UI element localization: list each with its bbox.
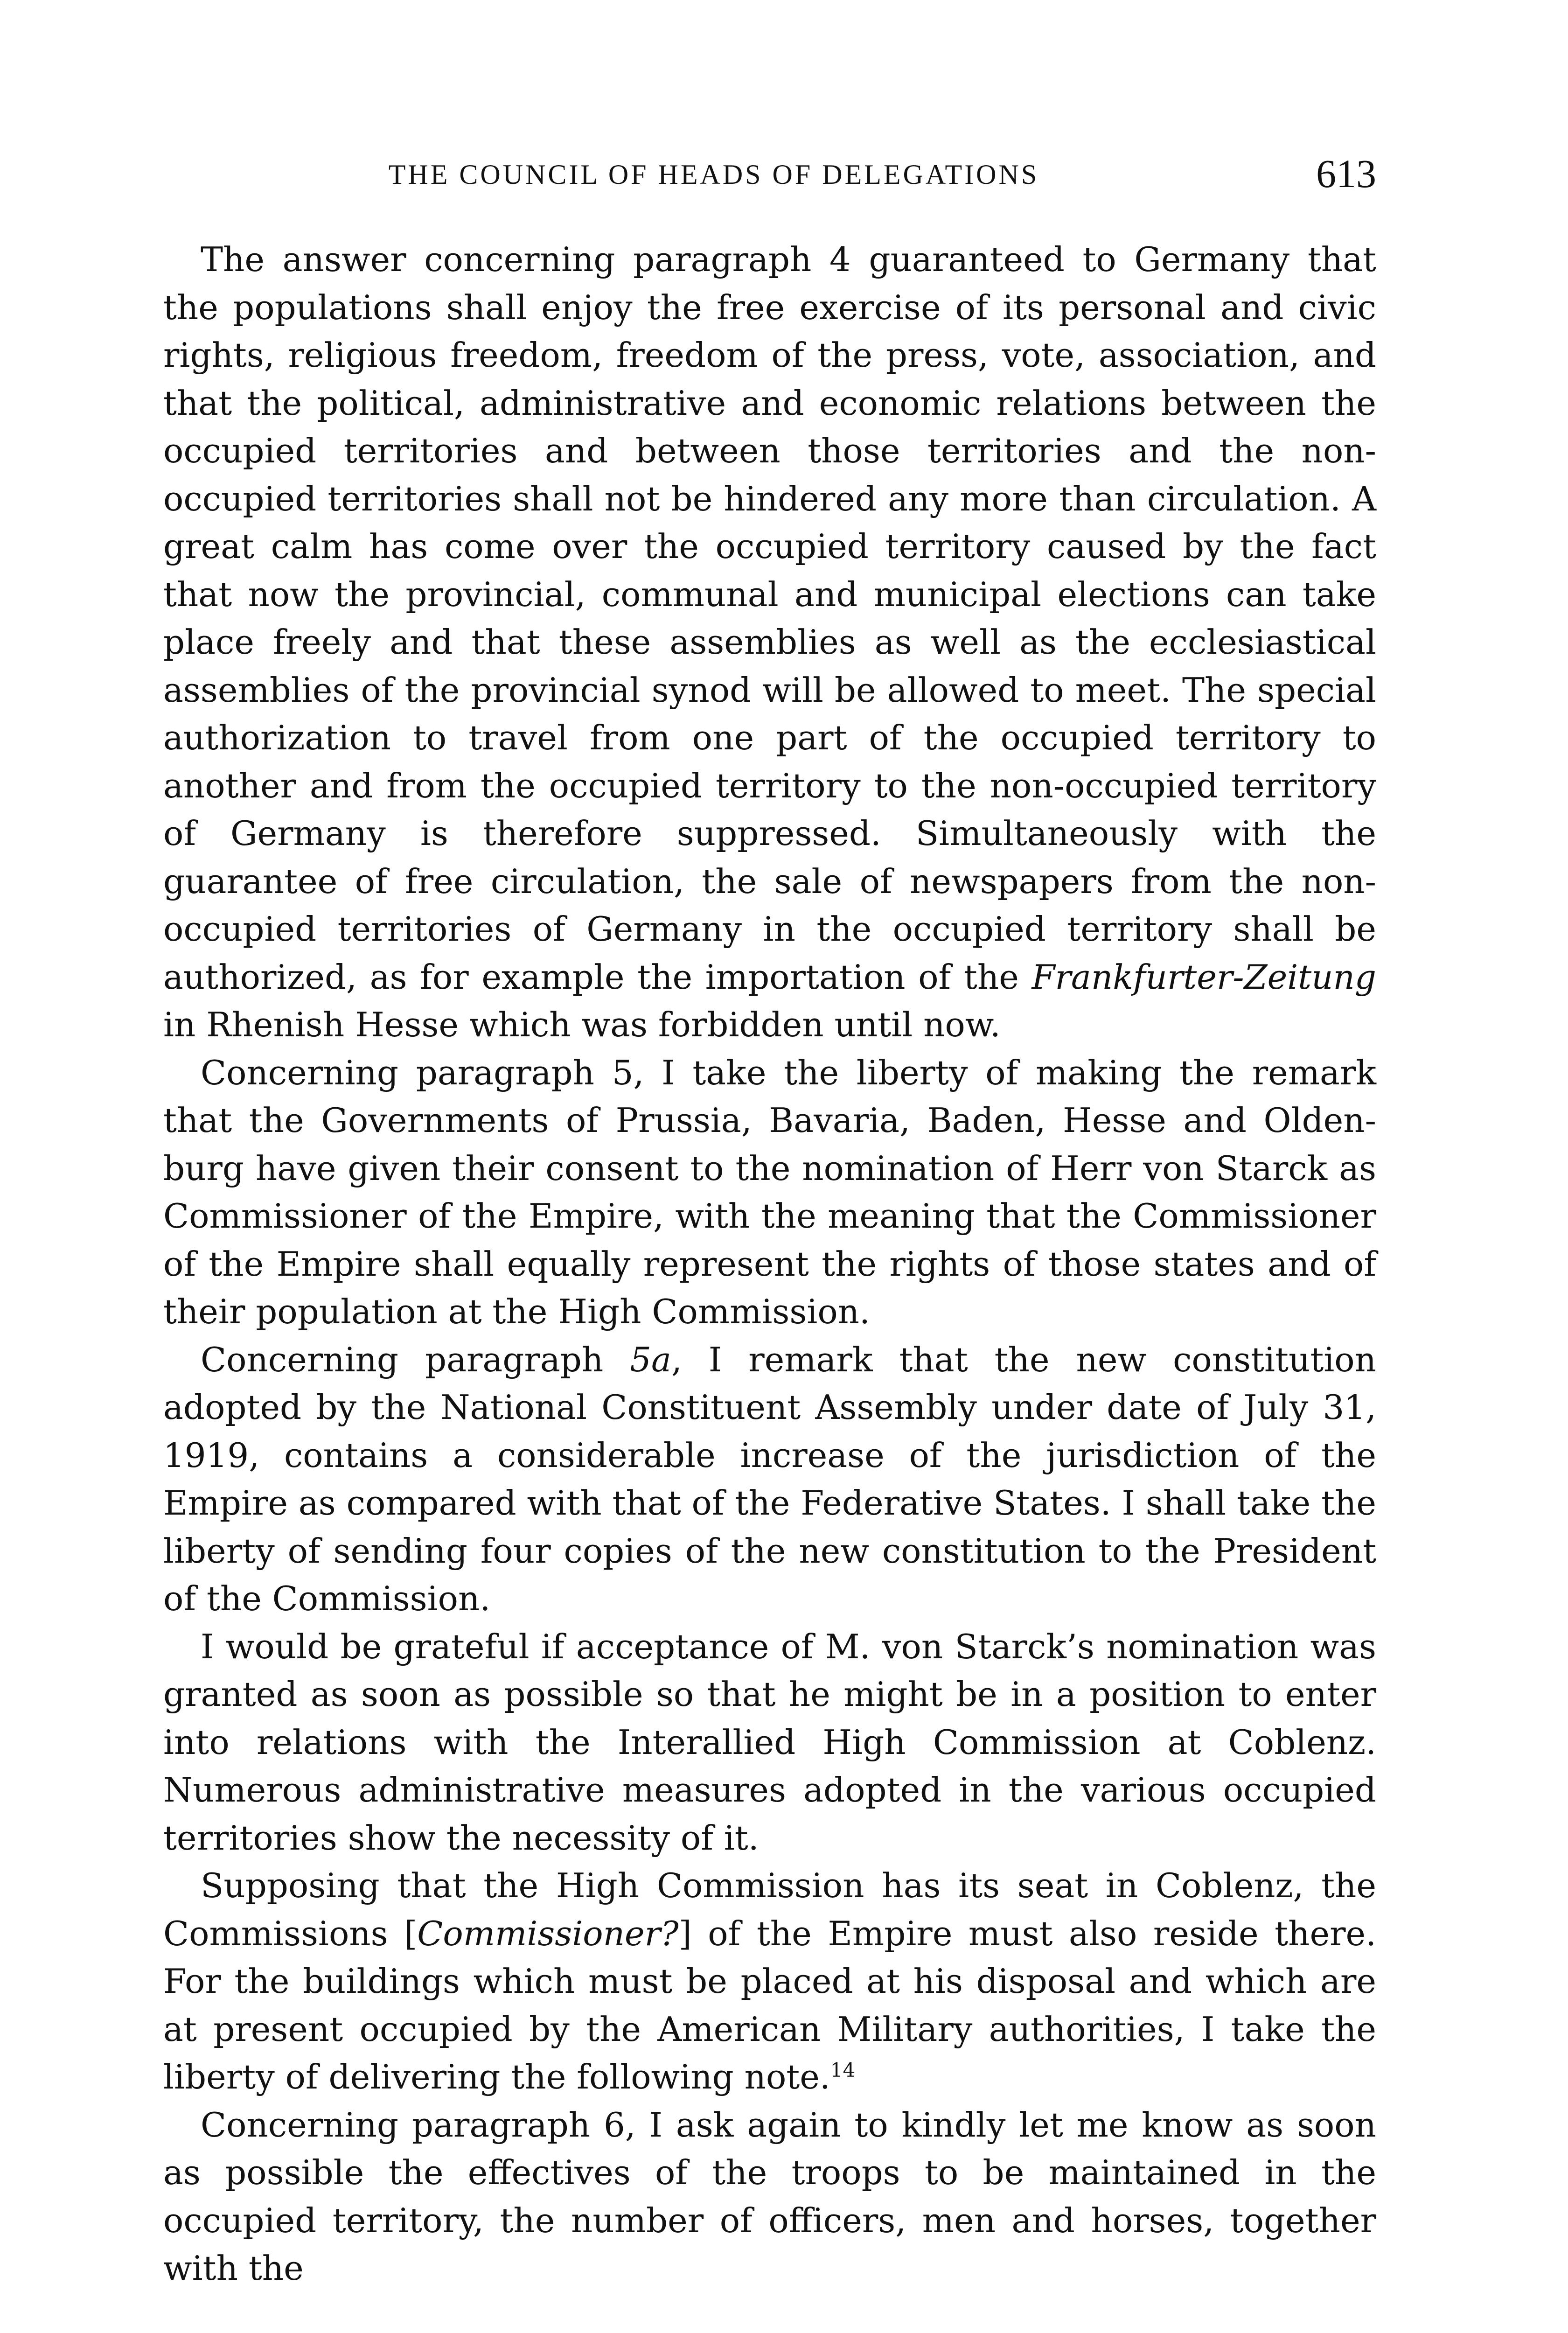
paragraph-4: I would be grateful if acceptance of M. von Starck’s nomination was granted as soon as possible so that he might be in a position to enter into relations with the Interallied High Commission at Coblenz. Numerous administrative measures adopted in the various occupied territories show the necessity of it. [163,1627,1376,1858]
paragraph-2: Concerning paragraph 5, I take the liberty of making the remark that the Governments of Prussia, Bavaria, Baden, Hesse and Oldenburg have given their consent to the nomination of Herr von Starck as Commissioner of the Empire, with the meaning that the Commissioner of the Empire shall equally represent the rights of those states and of their population at the High Commission. [163,1053,1376,1331]
paragraph-5-text-end: ] of the Empire must also reside there. For the buildings which must be placed at his disposal and which are at present occupied by the American Military authorities, I take the liberty of delivering the following note. [163,1914,1376,2096]
paragraph-1-text: The answer concerning paragraph 4 guaranteed to Germany that the populations shall enjoy the free exercise of its personal and civic rights, religious freedom, freedom of the press, vote, association, and that the political, administrative and economic relations between the occupied territories and between those territories and the non-occupied territories shall not be hindered any more than circulation. A great calm has come over the occupied territory caused by the fact that now the provincial, communal and municipal elections can take place freely and that these assemblies as well as the ecclesiastical assemblies of the provincial synod will be allowed to meet. The special authorization to travel from one part of the occupied territory to another and from the occupied territory to the non-occupied territory of Germany is therefore suppressed. Simultaneously with the guarantee of free circulation, the sale of newspapers from the non-occupied territories of Germany in the occupied territory shall be authorized, as for example the importation of the [163,240,1376,997]
paragraph-reference-5a: 5a [630,1340,671,1379]
newspaper-title: Frankfurter-Zeitung [1031,957,1376,997]
body-text [163,236,1376,2292]
paragraph-1 [163,236,1376,1049]
paragraph-6: Concerning paragraph 6, I ask again to kindly let me know as soon as possible the effectives of the troops to be maintained in the occupied territory, the number of officers, men and horses, together with the [163,2105,1376,2288]
editorial-correction: Commissioner? [417,1914,679,1953]
page-number: 613 [1316,151,1376,196]
paragraph-5 [163,1862,1376,2101]
paragraph-3-text-end: , I remark that the new constitution adopted by the National Constituent Assembly under date of July 31, 1919, contains a considerable increase of the jurisdiction of the Empire as compared with that of the Federative States. I shall take the liberty of sending four copies of the new constitution to the President of the Commission. [163,1340,1377,1618]
running-head-title: THE COUNCIL OF HEADS OF DELEGATIONS [388,159,1039,190]
paragraph-5-text: Supposing that the High Commission has its seat in Coblenz, the Commissions [ [163,1866,1376,1953]
running-head [163,151,1376,205]
paragraph-3-text: Concerning paragraph [201,1340,630,1379]
paragraph-3 [163,1336,1376,1623]
footnote-reference: 14 [830,2059,856,2082]
paragraph-1-text-end: in Rhenish Hesse which was forbidden until now. [163,1005,1001,1044]
